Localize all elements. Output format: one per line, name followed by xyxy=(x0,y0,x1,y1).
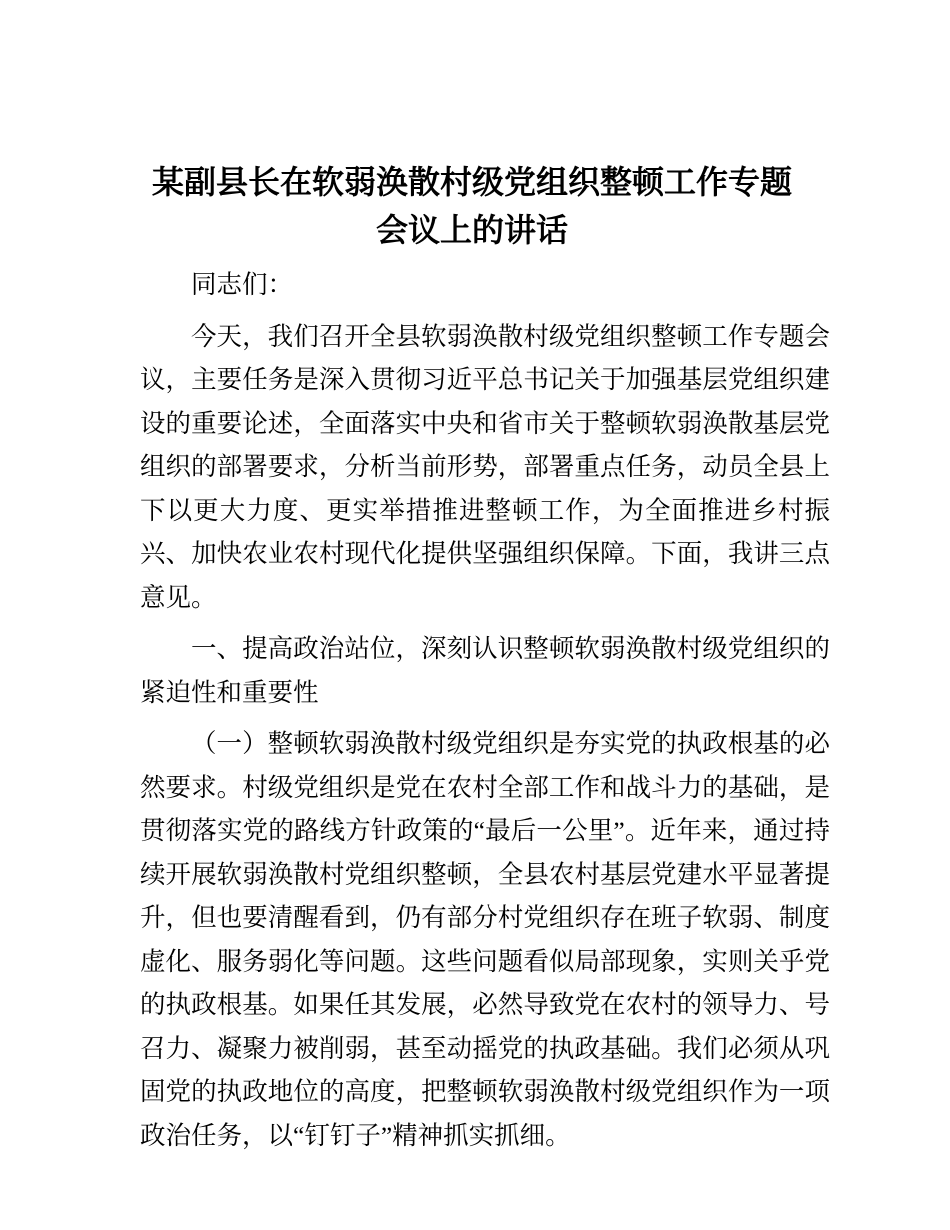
paragraph-section-1-1: （一）整顿软弱涣散村级党组织是夯实党的执政根基的必然要求。村级党组织是党在农村全部工作和战斗力的基础，是贯彻落实党的路线方针政策的“最后一公里”。近年来，通过持续开展软弱涣散村党组织整顿，全县农村基层党建水平显著提升，但也要清醒看到，仍有部分村党组织存在班子软弱、制度虚化、服务弱化等问题。这些问题看似局部现象，实则关乎党的执政根基。如果任其发展，必然导致党在农村的领导力、号召力、凝聚力被削弱，甚至动摇党的执政基础。我们必须从巩固党的执政地位的高度，把整顿软弱涣散村级党组织作为一项政治任务，以“钉钉子”精神抓实抓细。 xyxy=(140,729,830,1150)
document-body xyxy=(140,263,830,1157)
document-title: 某副县长在软弱涣散村级党组织整顿工作专题会议上的讲话 xyxy=(151,164,792,248)
section-heading-1: 一、提高政治站位，深刻认识整顿软弱涣散村级党组织的紧迫性和重要性 xyxy=(140,634,830,707)
paragraph-intro: 今天，我们召开全县软弱涣散村级党组织整顿工作专题会议，主要任务是深入贯彻习近平总书记关于加强基层党组织建设的重要论述，全面落实中央和省市关于整顿软弱涣散基层党组织的部署要求，分析当前形势，部署重点任务，动员全县上下以更大力度、更实举措推进整顿工作，为全面推进乡村振兴、加快农业农村现代化提供坚强组织保障。下面，我讲三点意见。 xyxy=(140,321,830,612)
salutation: 同志们： xyxy=(191,270,294,299)
